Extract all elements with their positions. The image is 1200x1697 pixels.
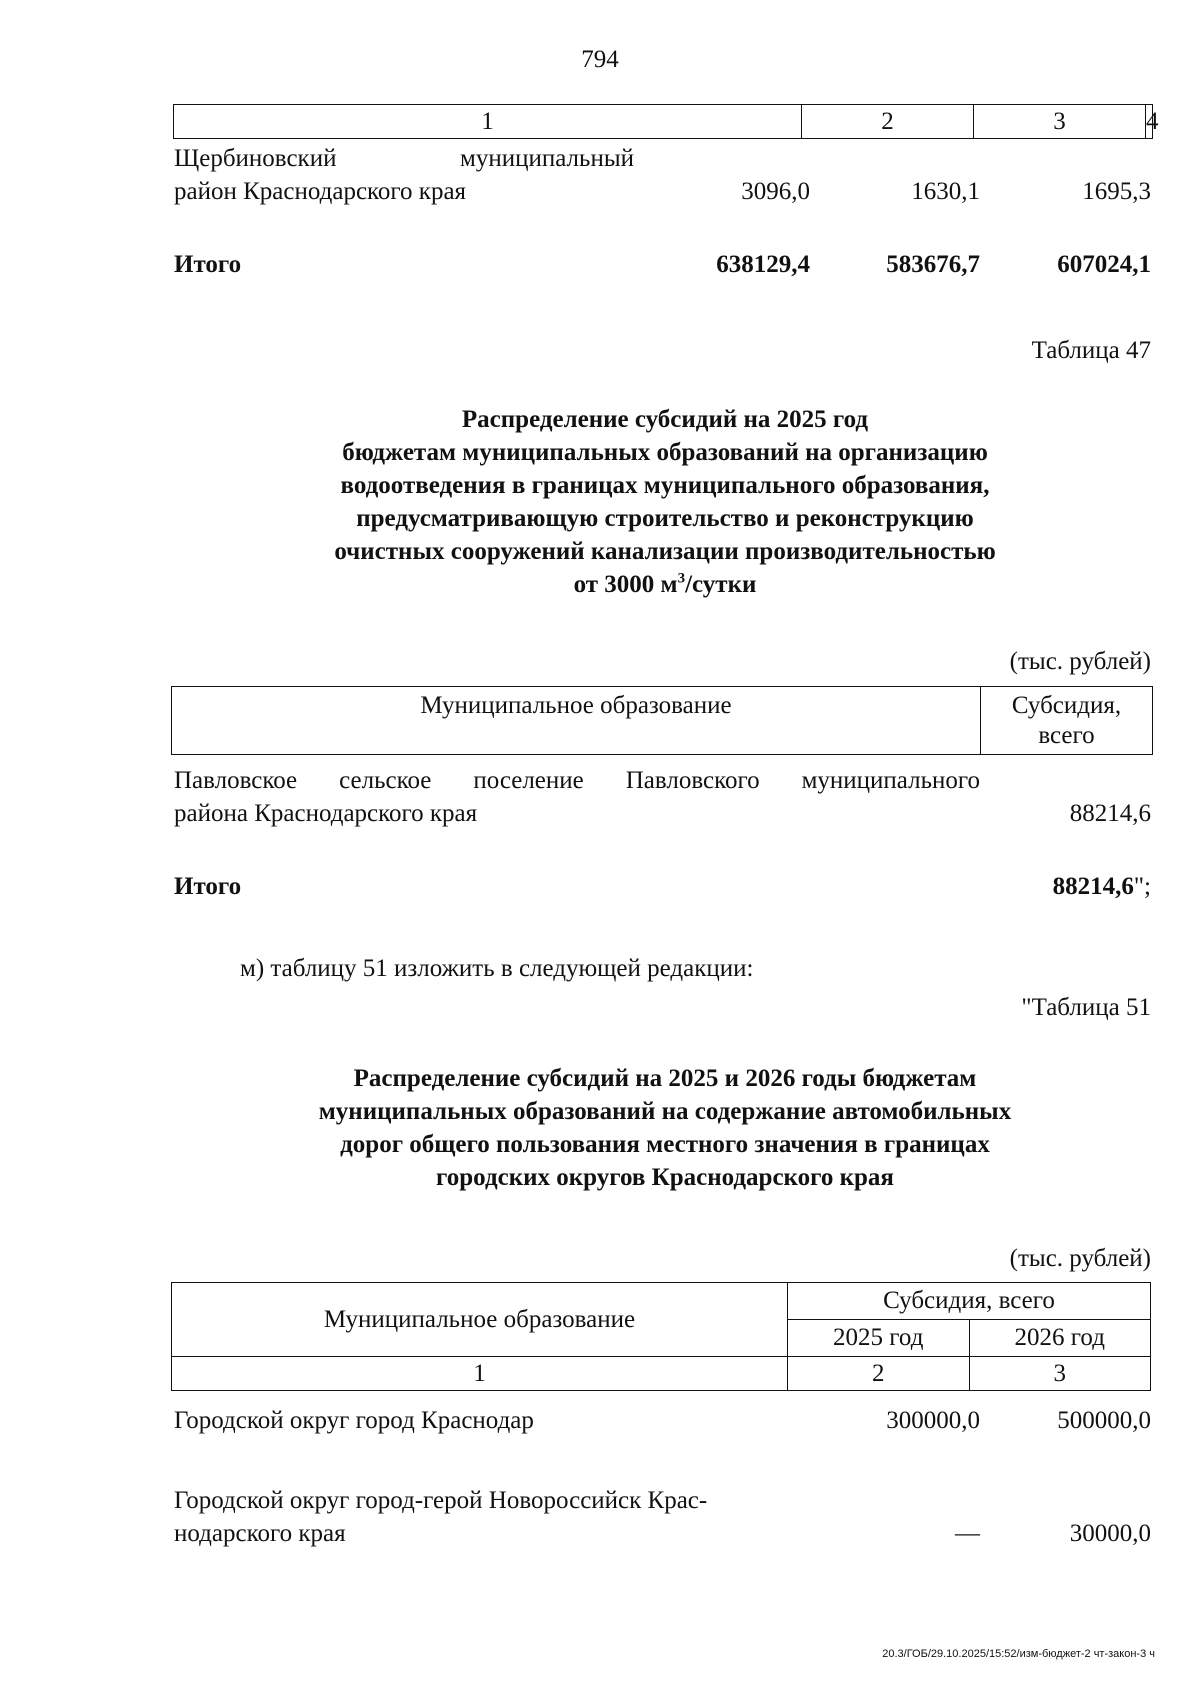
column-number: 4 bbox=[1146, 105, 1153, 139]
row-name-word: Щербиновский bbox=[174, 145, 337, 172]
row-name-line: Городской округ город-герой Новороссийск Крас- bbox=[174, 1487, 708, 1514]
table-label: "Таблица 51 bbox=[1021, 994, 1151, 1021]
row-name-line: района Краснодарского края bbox=[174, 800, 478, 827]
column-number: 2 bbox=[788, 1357, 970, 1391]
title-line: муниципальных образований на содержание автомобильных bbox=[318, 1098, 1012, 1125]
table-row-name bbox=[174, 764, 980, 830]
column-group-header: Субсидия, всего bbox=[788, 1283, 1151, 1320]
title-line: бюджетам муниципальных образований на организацию bbox=[342, 439, 988, 466]
table-title bbox=[150, 1062, 1180, 1194]
column-header-year: 2025 год bbox=[788, 1320, 970, 1357]
unit-label: (тыс. рублей) bbox=[1009, 1245, 1151, 1272]
column-header: Муниципальное образование bbox=[172, 1283, 788, 1357]
total-label: Итого bbox=[174, 873, 242, 900]
row-value: — bbox=[955, 1520, 980, 1547]
column-header: Субсидия, всего bbox=[981, 687, 1153, 755]
total-value: 88214,6"; bbox=[1052, 873, 1151, 900]
column-number: 1 bbox=[172, 1357, 788, 1391]
title-line: дорог общего пользования местного значения в границах bbox=[340, 1131, 990, 1158]
unit-label: (тыс. рублей) bbox=[1009, 648, 1151, 675]
document-footer: 20.3/ГОБ/29.10.2025/15:52/изм-бюджет-2 чт-закон-3 ч bbox=[882, 1648, 1155, 1660]
row-value: 1630,1 bbox=[911, 178, 980, 205]
title-line: водоотведения в границах муниципального образования, bbox=[340, 472, 990, 499]
table-row-name bbox=[174, 142, 634, 208]
total-label: Итого bbox=[174, 251, 242, 278]
table-row-name bbox=[174, 1484, 794, 1550]
title-line: Распределение субсидий на 2025 и 2026 годы бюджетам bbox=[353, 1065, 977, 1092]
row-value: 300000,0 bbox=[886, 1407, 980, 1434]
row-name-line: Павловское сельское поселение Павловского муниципального bbox=[174, 767, 980, 794]
row-value: 88214,6 bbox=[1069, 800, 1151, 827]
column-number: 2 bbox=[802, 105, 974, 139]
column-number: 3 bbox=[969, 1357, 1151, 1391]
title-line: очистных сооружений канализации производительностью bbox=[334, 538, 996, 565]
row-value: 1695,3 bbox=[1082, 178, 1151, 205]
table-title bbox=[150, 403, 1180, 601]
row-name-line: район Краснодарского края bbox=[174, 178, 467, 205]
page-number: 794 bbox=[581, 46, 619, 73]
title-line: Распределение субсидий на 2025 год bbox=[461, 406, 869, 433]
column-number: 3 bbox=[974, 105, 1146, 139]
title-line: от 3000 $м^3$/сутки bbox=[573, 570, 757, 598]
table-label: Таблица 47 bbox=[1031, 337, 1151, 364]
row-value: 30000,0 bbox=[1069, 1520, 1151, 1547]
table47-header bbox=[171, 686, 1153, 755]
row-value: 500000,0 bbox=[1057, 1407, 1151, 1434]
total-value: 607024,1 bbox=[1057, 251, 1151, 278]
total-value: 638129,4 bbox=[716, 251, 810, 278]
title-line: предусматривающую строительство и реконструкцию bbox=[356, 505, 974, 532]
row-value: 3096,0 bbox=[741, 178, 810, 205]
column-header-year: 2026 год bbox=[969, 1320, 1151, 1357]
amendment-text: м) таблицу 51 изложить в следующей редакции: bbox=[240, 955, 754, 982]
top-table-header bbox=[173, 104, 1159, 139]
column-header: Муниципальное образование bbox=[172, 687, 981, 755]
title-line: городских округов Краснодарского края bbox=[436, 1164, 894, 1191]
row-name-line: нодарского края bbox=[174, 1520, 346, 1547]
total-value: 583676,7 bbox=[886, 251, 980, 278]
row-name-word: муниципальный bbox=[460, 145, 634, 172]
column-number: 1 bbox=[174, 105, 802, 139]
table51-header bbox=[171, 1282, 1151, 1391]
table-row-name: Городской округ город Краснодар bbox=[174, 1407, 534, 1434]
